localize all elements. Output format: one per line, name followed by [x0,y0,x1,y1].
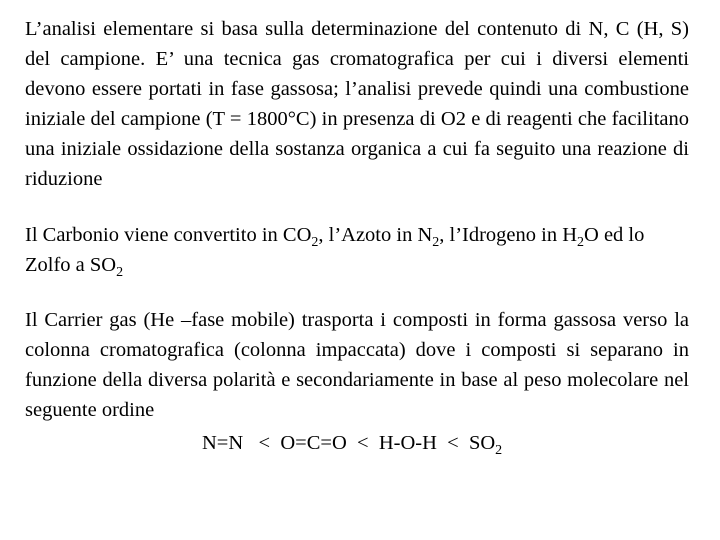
elution-order-text: N=N < O=C=O < H-O-H < SO [202,432,496,454]
conversion-text-4: O ed lo Zolfo a SO [25,224,645,276]
subscript: 2 [495,443,503,458]
conversion-text-3: , l’Idrogeno in H [439,224,578,246]
intro-paragraph: L’analisi elementare si basa sulla determinazione del contenuto di N, C (H, S) del campione. E’ una tecnica gas cromatografica per cui i diversi elementi devono essere portati in fase gassosa; l’analisi prevede quindi una combustione iniziale del campione (T = 1800°C) in presenza di O2 e di reagenti che facilitano una iniziale ossidazione della sostanza organica a cui fa seguito una reazione di riduzione [25,18,689,190]
conversion-paragraph [25,220,689,280]
conversion-text-1: Il Carbonio viene convertito in CO [25,224,312,246]
carrier-gas-paragraph: Il Carrier gas (He –fase mobile) trasporta i composti in forma gassosa verso la colonna cromatografica (colonna impaccata) dove i composti si separano in funzione della diversa polarità e secondariamente in base al peso molecolare nel seguente ordine [25,309,689,421]
conversion-text-2: , l’Azoto in N [318,224,433,246]
elution-order [202,428,502,458]
subscript: 2 [311,235,319,250]
subscript: 2 [577,235,585,250]
subscript: 2 [116,265,124,280]
subscript: 2 [432,235,440,250]
